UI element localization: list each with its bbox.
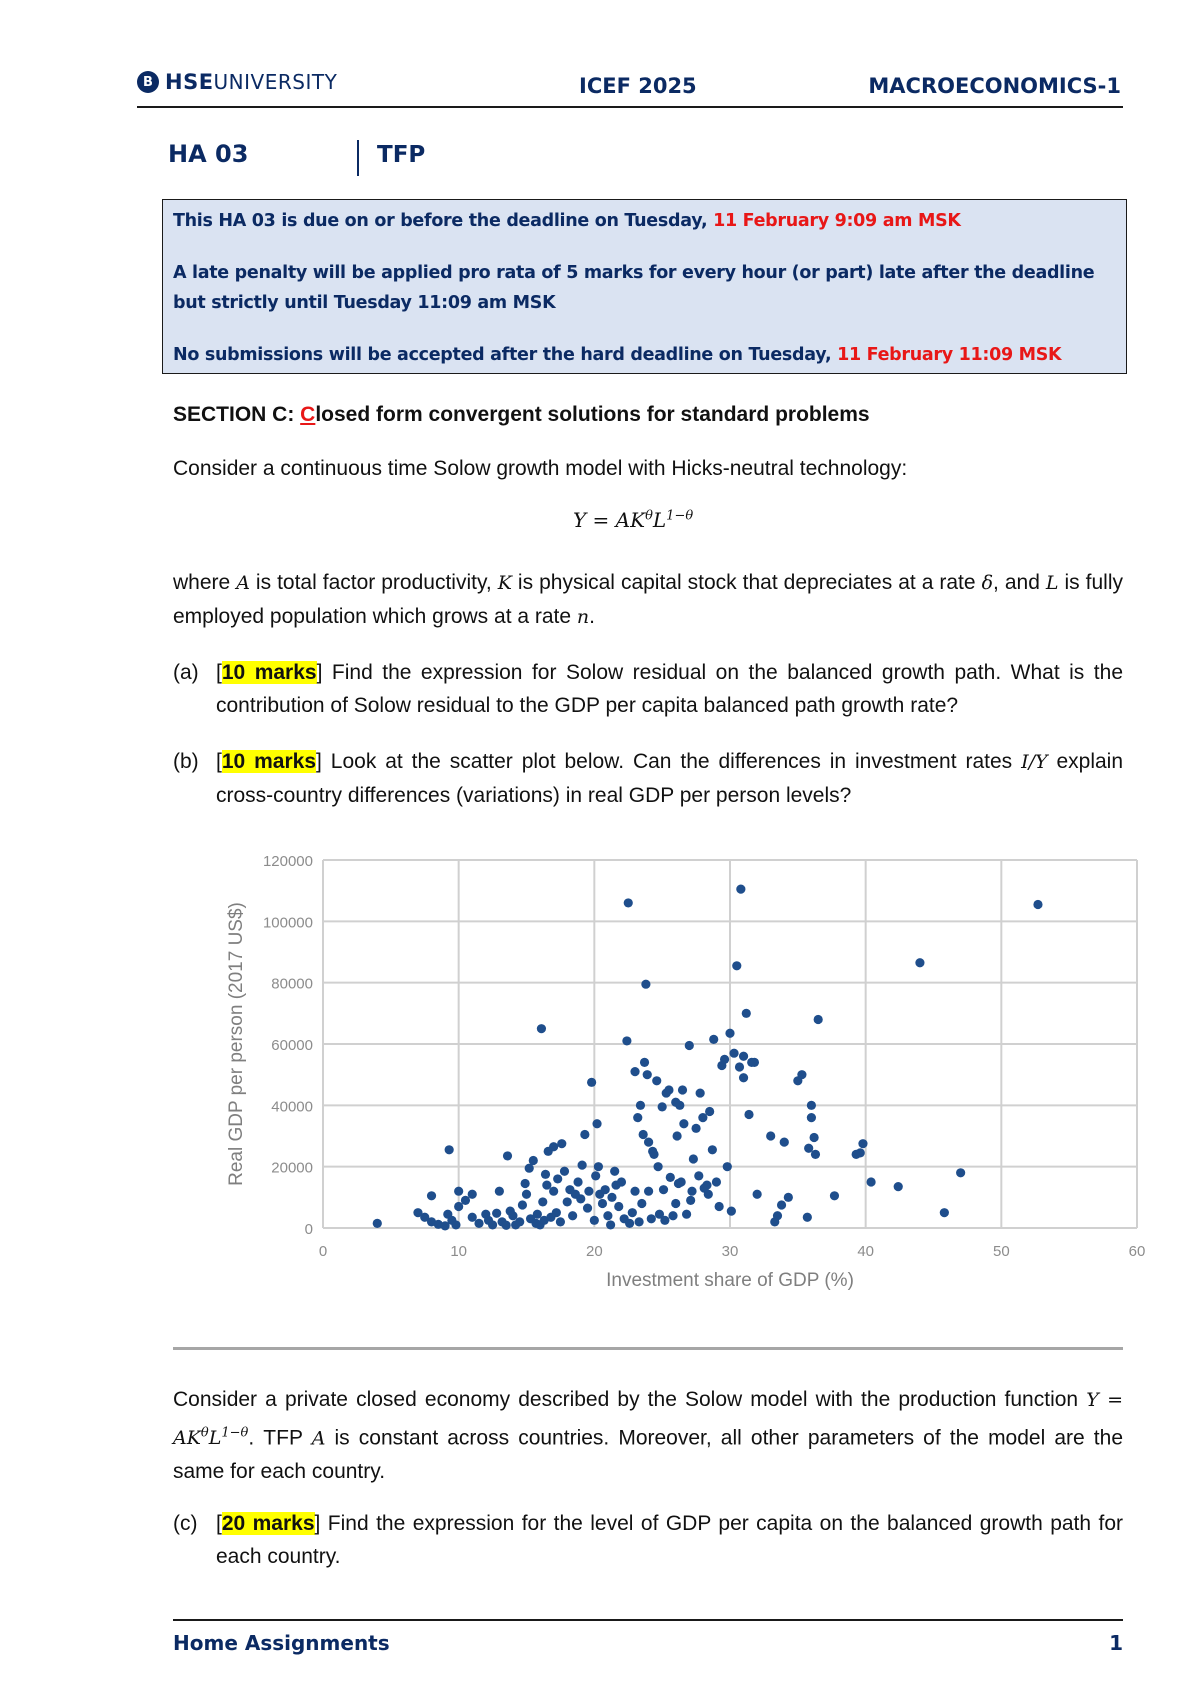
eq-lhs: Y = AK: [173, 1389, 1123, 1450]
data-point: [773, 1211, 782, 1220]
data-point: [503, 1151, 512, 1160]
var-l: L: [1045, 572, 1059, 594]
question-body: [10 marks] Look at the scatter plot below. Can the differences in investment rates I/Y explain cross-country differences (variations) in real GDP per person levels?: [216, 750, 1124, 807]
data-point: [675, 1101, 684, 1110]
data-point: [549, 1142, 558, 1151]
scatter-chart: [200, 845, 1150, 1295]
data-point: [427, 1191, 436, 1200]
data-point: [709, 1035, 718, 1044]
data-point: [461, 1196, 470, 1205]
hard-deadline-line: [173, 340, 1116, 370]
data-point: [624, 898, 633, 907]
data-point: [715, 1202, 724, 1211]
data-point: [668, 1211, 677, 1220]
data-point: [598, 1199, 607, 1208]
var-a: A: [311, 1427, 326, 1450]
data-point: [610, 1167, 619, 1176]
data-point: [521, 1179, 530, 1188]
data-point: [617, 1177, 626, 1186]
data-point: [601, 1185, 610, 1194]
data-point: [1033, 900, 1042, 909]
data-point: [866, 1177, 875, 1186]
where-paragraph: [173, 566, 1123, 634]
data-point: [766, 1131, 775, 1140]
data-point: [956, 1168, 965, 1177]
data-point: [580, 1130, 589, 1139]
deadline-date: 11 February 9:09 am MSK: [713, 211, 961, 231]
data-point: [729, 1049, 738, 1058]
data-point: [856, 1148, 865, 1157]
data-point: [591, 1171, 600, 1180]
x-tick-label: 40: [857, 1243, 875, 1260]
second-intro-paragraph: [173, 1383, 1123, 1488]
data-point: [584, 1187, 593, 1196]
marks-highlight: 20 marks: [221, 1512, 315, 1535]
data-point: [522, 1190, 531, 1199]
var-investment-rate: I/Y: [1021, 751, 1048, 773]
data-point: [858, 1139, 867, 1148]
data-point: [698, 1113, 707, 1122]
data-point: [529, 1156, 538, 1165]
section-divider: [173, 1347, 1123, 1350]
eq-exp-one-minus-theta: 1−θ: [221, 1426, 249, 1441]
data-point: [643, 1070, 652, 1079]
footer-title: Home Assignments: [173, 1631, 390, 1655]
data-point: [639, 1130, 648, 1139]
data-point: [727, 1207, 736, 1216]
data-point: [725, 1029, 734, 1038]
data-point: [445, 1145, 454, 1154]
data-point: [689, 1154, 698, 1163]
data-point: [614, 1202, 623, 1211]
paragraph-text: is constant across countries. Moreover, all other parameters of the model are the same for each country.: [173, 1426, 1123, 1484]
question-text: Find the expression for Solow residual on the balanced growth path. What is the contribution of Solow residual to the GDP per capita balanced path growth rate?: [216, 661, 1123, 717]
header-course-year: ICEF 2025: [579, 74, 697, 98]
question-body: [10 marks] Find the expression for Solow residual on the balanced growth path. What is the contribution of Solow residual to the GDP per capita balanced path growth rate?: [216, 661, 1123, 717]
data-point: [894, 1182, 903, 1191]
data-point: [636, 1101, 645, 1110]
deadline-notice-box: [162, 199, 1127, 374]
hard-deadline-date: 11 February 11:09 MSK: [837, 345, 1062, 365]
question-text: explain cross-country differences (variations) in real GDP per person levels?: [216, 750, 1124, 807]
x-tick-label: 0: [318, 1243, 328, 1260]
question-label: (a): [173, 661, 199, 684]
data-point: [637, 1199, 646, 1208]
data-point: [502, 1221, 511, 1230]
data-point: [720, 1055, 729, 1064]
where-text: is fully employed population which grows at a rate: [173, 571, 1123, 628]
chart-points: [373, 885, 1043, 1231]
data-point: [678, 1085, 687, 1094]
data-point: [641, 980, 650, 989]
paragraph-text: . TFP: [248, 1426, 312, 1450]
marks-highlight: 10 marks: [221, 661, 317, 684]
data-point: [694, 1171, 703, 1180]
data-point: [682, 1210, 691, 1219]
section-first-letter: C: [300, 403, 316, 426]
data-point: [451, 1220, 460, 1229]
data-point: [742, 1009, 751, 1018]
data-point: [518, 1200, 527, 1209]
data-point: [592, 1119, 601, 1128]
production-function-equation: [573, 508, 693, 532]
data-point: [644, 1187, 653, 1196]
data-point: [594, 1162, 603, 1171]
x-tick-label: 30: [721, 1243, 739, 1260]
data-point: [373, 1219, 382, 1228]
data-point: [549, 1187, 558, 1196]
data-point: [576, 1194, 585, 1203]
data-point: [606, 1220, 615, 1229]
data-point: [797, 1070, 806, 1079]
data-point: [686, 1196, 695, 1205]
late-penalty-line: A late penalty will be applied pro rata of 5 marks for every hour (or part) late after the deadline but strictly until Tuesday 11:09 am MSK: [173, 263, 1095, 313]
data-point: [652, 1076, 661, 1085]
where-text: is physical capital stock that depreciates at a rate: [511, 571, 982, 594]
data-point: [687, 1187, 696, 1196]
page-footer: [173, 1619, 1123, 1655]
deadline-text: This HA 03 is due on or before the deadline on Tuesday,: [173, 211, 714, 231]
data-point: [474, 1219, 483, 1228]
hse-university-logo: [137, 70, 337, 94]
brand-hse: HSE: [165, 70, 214, 94]
x-tick-label: 10: [450, 1243, 468, 1260]
data-point: [653, 1162, 662, 1171]
data-point: [744, 1110, 753, 1119]
data-point: [495, 1187, 504, 1196]
data-point: [696, 1088, 705, 1097]
data-point: [915, 958, 924, 967]
data-point: [640, 1058, 649, 1067]
data-point: [750, 1058, 759, 1067]
question-text: Find the expression for the level of GDP per capita on the balanced growth path for each country.: [216, 1512, 1124, 1568]
eq-exp-theta: θ: [645, 508, 653, 524]
hard-deadline-text: No submissions will be accepted after the hard deadline on Tuesday,: [173, 345, 838, 365]
data-point: [659, 1185, 668, 1194]
data-point: [807, 1101, 816, 1110]
data-point: [739, 1073, 748, 1082]
data-point: [660, 1216, 669, 1225]
data-point: [677, 1177, 686, 1186]
question-text: Look at the scatter plot below. Can the differences in investment rates: [321, 750, 1022, 773]
data-point: [644, 1138, 653, 1147]
data-point: [777, 1200, 786, 1209]
eq-exp-theta: θ: [200, 1426, 209, 1441]
data-point: [704, 1190, 713, 1199]
var-a: A: [236, 572, 250, 594]
data-point: [784, 1193, 793, 1202]
data-point: [739, 1052, 748, 1061]
y-tick-label: 80000: [271, 975, 313, 993]
data-point: [814, 1015, 823, 1024]
header-course-title: MACROECONOMICS-1: [868, 74, 1121, 98]
eq-labor: L: [652, 508, 667, 532]
data-point: [753, 1190, 762, 1199]
data-point: [780, 1138, 789, 1147]
where-text: , and: [993, 571, 1046, 594]
data-point: [736, 885, 745, 894]
y-tick-label: 40000: [271, 1098, 313, 1116]
data-point: [666, 1173, 675, 1182]
y-tick-label: 0: [304, 1221, 313, 1238]
y-tick-label: 100000: [262, 914, 313, 932]
question-body: [20 marks] Find the expression for the level of GDP per capita on the balanced growth path for each country.: [216, 1512, 1124, 1568]
data-point: [563, 1197, 572, 1206]
data-point: [635, 1217, 644, 1226]
where-text: where: [173, 571, 237, 594]
data-point: [647, 1214, 656, 1223]
data-point: [587, 1078, 596, 1087]
brand-university: UNIVERSITY: [213, 70, 338, 94]
data-point: [685, 1041, 694, 1050]
eq-labor: L: [208, 1427, 222, 1450]
data-point: [492, 1209, 501, 1218]
data-point: [705, 1107, 714, 1116]
data-point: [508, 1211, 517, 1220]
page-number: 1: [1109, 1631, 1123, 1655]
data-point: [607, 1193, 616, 1202]
data-point: [679, 1119, 688, 1128]
data-point: [732, 961, 741, 970]
page-header: [137, 70, 1123, 108]
data-point: [468, 1190, 477, 1199]
data-point: [735, 1062, 744, 1071]
data-point: [541, 1170, 550, 1179]
data-point: [712, 1177, 721, 1186]
y-tick-label: 120000: [262, 853, 313, 870]
data-point: [537, 1024, 546, 1033]
data-point: [603, 1211, 612, 1220]
eq-exp-one-minus-theta: 1−θ: [666, 508, 694, 524]
data-point: [625, 1219, 634, 1228]
data-point: [940, 1208, 949, 1217]
var-k: K: [497, 572, 512, 594]
x-tick-label: 60: [1128, 1243, 1146, 1260]
data-point: [488, 1220, 497, 1229]
data-point: [633, 1113, 642, 1122]
data-point: [702, 1180, 711, 1189]
data-point: [723, 1162, 732, 1171]
chart-ticks: [263, 853, 1145, 1260]
data-point: [553, 1174, 562, 1183]
data-point: [454, 1202, 463, 1211]
where-text: is total factor productivity,: [249, 571, 498, 594]
x-tick-label: 20: [585, 1243, 603, 1260]
data-point: [454, 1187, 463, 1196]
data-point: [691, 1124, 700, 1133]
deadline-line: [173, 206, 1116, 236]
data-point: [573, 1177, 582, 1186]
marks-highlight: 10 marks: [221, 750, 317, 773]
eq-lhs: Y = AK: [573, 508, 646, 532]
data-point: [811, 1150, 820, 1159]
chart-grid: [323, 860, 1137, 1228]
data-point: [578, 1161, 587, 1170]
data-point: [807, 1113, 816, 1122]
y-axis-label: Real GDP per person (2017 US$): [226, 902, 247, 1186]
paragraph-text: Consider a private closed economy described by the Solow model with the production function: [173, 1388, 1087, 1411]
x-tick-label: 50: [992, 1243, 1010, 1260]
data-point: [538, 1197, 547, 1206]
hse-logo-icon: B: [137, 71, 159, 93]
var-n: n: [576, 606, 590, 628]
intro-paragraph: Consider a continuous time Solow growth model with Hicks-neutral technology:: [173, 457, 908, 480]
data-point: [649, 1150, 658, 1159]
data-point: [557, 1139, 566, 1148]
question-label: (c): [173, 1512, 198, 1535]
data-point: [533, 1210, 542, 1219]
section-heading: [173, 398, 1123, 431]
data-point: [708, 1145, 717, 1154]
data-point: [583, 1203, 592, 1212]
data-point: [515, 1217, 524, 1226]
data-point: [590, 1216, 599, 1225]
data-point: [664, 1085, 673, 1094]
data-point: [630, 1067, 639, 1076]
assignment-code: HA 03: [168, 140, 249, 168]
y-tick-label: 60000: [271, 1037, 313, 1054]
data-point: [804, 1144, 813, 1153]
data-point: [568, 1211, 577, 1220]
y-tick-label: 20000: [271, 1159, 313, 1177]
section-title-rest: losed form convergent solutions for standard problems: [315, 403, 870, 426]
question-label: (b): [173, 750, 199, 773]
data-point: [542, 1180, 551, 1189]
data-point: [830, 1191, 839, 1200]
title-divider: [357, 140, 359, 176]
data-point: [560, 1167, 569, 1176]
data-point: [672, 1131, 681, 1140]
var-delta: δ: [981, 572, 994, 594]
data-point: [803, 1213, 812, 1222]
data-point: [552, 1208, 561, 1217]
data-point: [810, 1133, 819, 1142]
data-point: [468, 1213, 477, 1222]
assignment-topic: TFP: [377, 142, 426, 168]
data-point: [556, 1217, 565, 1226]
data-point: [671, 1199, 680, 1208]
where-text: .: [589, 605, 595, 628]
data-point: [628, 1208, 637, 1217]
section-prefix: SECTION C:: [173, 403, 301, 426]
data-point: [630, 1187, 639, 1196]
data-point: [622, 1036, 631, 1045]
x-axis-label: Investment share of GDP (%): [606, 1270, 854, 1291]
data-point: [658, 1102, 667, 1111]
